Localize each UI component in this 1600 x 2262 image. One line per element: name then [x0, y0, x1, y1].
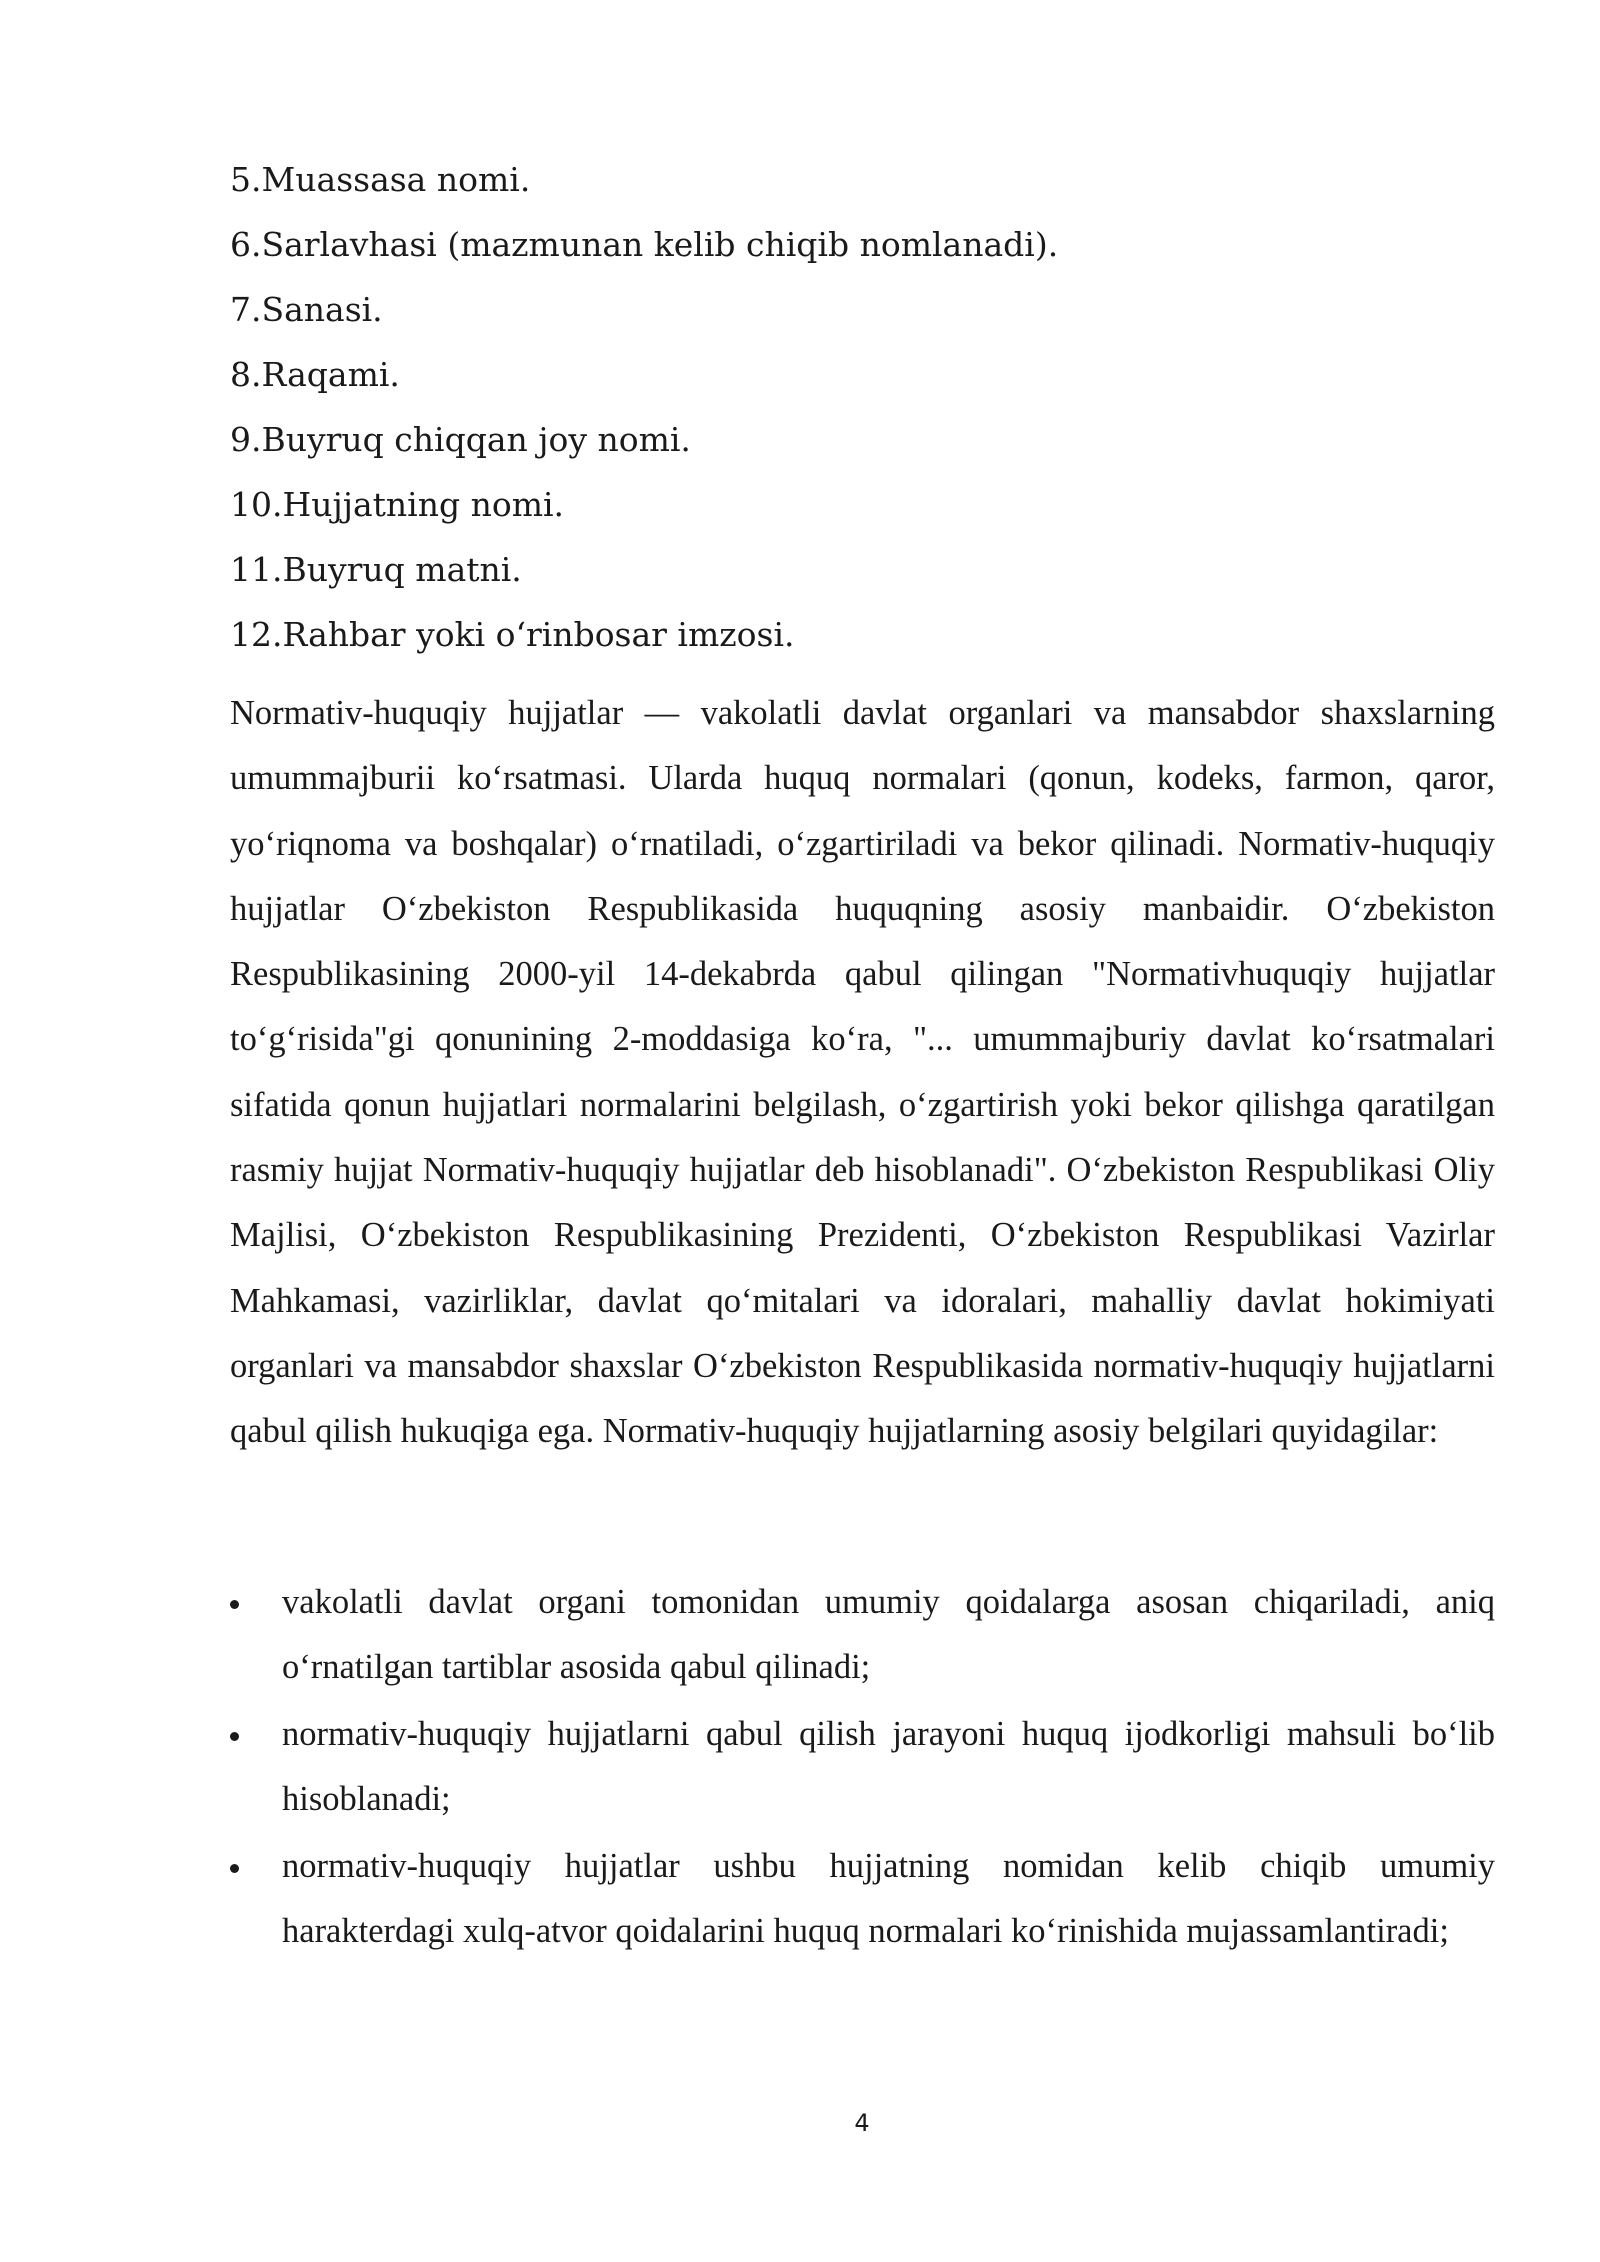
- numbered-item: 8.Raqami.: [230, 355, 400, 394]
- numbered-item: 9.Buyruq chiqqan joy nomi.: [230, 420, 691, 459]
- numbered-item: 6.Sarlavhasi (mazmunan kelib chiqib nomlanadi).: [230, 225, 1059, 264]
- bullet-item: [230, 1702, 1495, 1832]
- numbered-item: 5.Muassasa nomi.: [230, 160, 531, 199]
- numbered-list: [230, 147, 1495, 667]
- bullet-text: normativ-huquqiy hujjatlar ushbu hujjatning nomidan kelib chiqib umumiy harakterdagi xulq-atvor qoidalarini huquq normalari koʻrinishida mujassamlantiradi;: [282, 1847, 1495, 1950]
- bullet-icon: [230, 1864, 239, 1873]
- bullet-icon: [230, 1732, 239, 1741]
- numbered-item: 11.Buyruq matni.: [230, 550, 522, 589]
- bullet-item: [230, 1834, 1495, 1964]
- numbered-item: 10.Hujjatning nomi.: [230, 485, 565, 524]
- bullet-text: normativ-huquqiy hujjatlarni qabul qilish jarayoni huquq ijodkorligi mahsuli boʻlib hisoblanadi;: [282, 1715, 1495, 1818]
- numbered-item: 7.Sanasi.: [230, 290, 383, 329]
- bullet-icon: [230, 1600, 239, 1609]
- page-number: 4: [854, 2109, 870, 2137]
- bullet-item: [230, 1570, 1495, 1700]
- bullet-list: [230, 1570, 1495, 1966]
- numbered-item: 12.Rahbar yoki oʻrinbosar imzosi.: [230, 615, 795, 654]
- body-paragraph: Normativ-huquqiy hujjatlar — vakolatli davlat organlari va mansabdor shaxslarning umummajburii koʻrsatmasi. Ularda huquq normalari (qonun, kodeks, farmon, qaror, yoʻriqnoma va boshqalar) oʻrnatiladi, oʻzgartiriladi va bekor qilinadi. Normativ-huquqiy hujjatlar Oʻzbekiston Respublikasida huquqning asosiy manbaidir. Oʻzbekiston Respublikasining 2000-yil 14-dekabrda qabul qilingan "Normativhuquqiy hujjatlar toʻgʻrisida"gi qonunining 2-moddasiga koʻra, "... umummajburiy davlat koʻrsatmalari sifatida qonun hujjatlari normalarini belgilash, oʻzgartirish yoki bekor qilishga qaratilgan rasmiy hujjat Normativ-huquqiy hujjatlar deb hisoblanadi". Oʻzbekiston Respublikasi Oliy Majlisi, Oʻzbekiston Respublikasining Prezidenti, Oʻzbekiston Respublikasi Vazirlar Mahkamasi, vazirliklar, davlat qoʻmitalari va idoralari, mahalliy davlat hokimiyati organlari va mansabdor shaxslar Oʻzbekiston Respublikasida normativ-huquqiy hujjatlarni qabul qilish hukuqiga ega. Normativ-huquqiy hujjatlarning asosiy belgilari quyidagilar:: [230, 694, 1495, 1451]
- bullet-text: vakolatli davlat organi tomonidan umumiy qoidalarga asosan chiqariladi, aniq oʻrnatilgan tartiblar asosida qabul qilinadi;: [282, 1583, 1495, 1686]
